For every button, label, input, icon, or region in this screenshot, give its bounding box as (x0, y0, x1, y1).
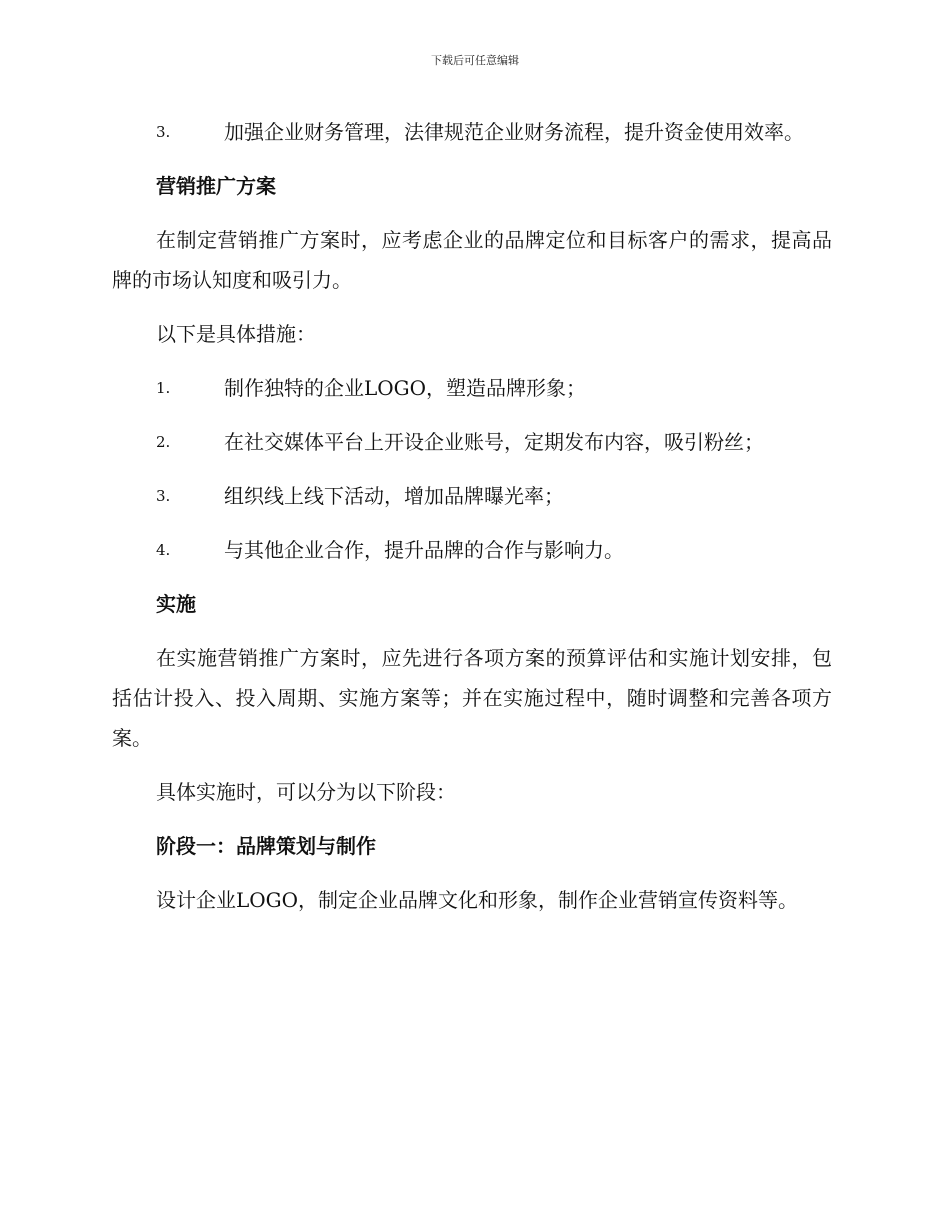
list-item-text: 与其他企业合作，提升品牌的合作与影响力。 (224, 538, 624, 562)
marketing-paragraph-measures: 以下是具体措施： (156, 322, 316, 346)
stage-one-paragraph: 设计企业LOGO，制定企业品牌文化和形象，制作企业营销宣传资料等。 (156, 888, 799, 912)
document-body (112, 112, 832, 934)
list-item-intro (112, 112, 832, 152)
list-item-number: 2. (156, 433, 171, 451)
list-item-text: 制作独特的企业LOGO，塑造品牌形象； (224, 376, 587, 400)
section-heading-marketing: 营销推广方案 (156, 174, 276, 198)
implementation-paragraph-stages: 具体实施时，可以分为以下阶段： (156, 780, 456, 804)
list-item-text: 组织线上线下活动，增加品牌曝光率； (224, 484, 564, 508)
list-item-number: 4. (156, 541, 171, 559)
list-item-number: 3. (156, 123, 171, 141)
list-item-text: 加强企业财务管理，法律规范企业财务流程，提升资金使用效率。 (224, 120, 804, 144)
marketing-paragraph-intro: 在制定营销推广方案时，应考虑企业的品牌定位和目标客户的需求，提高品牌的市场认知度和吸引力。 (112, 228, 832, 292)
stage-one-heading: 阶段一：品牌策划与制作 (156, 834, 376, 858)
list-item (112, 368, 832, 408)
list-item (112, 476, 832, 516)
list-item-number: 1. (156, 379, 171, 397)
list-item (112, 530, 832, 570)
list-item-number: 3. (156, 487, 171, 505)
list-item (112, 422, 832, 462)
implementation-paragraph-plan: 在实施营销推广方案时，应先进行各项方案的预算评估和实施计划安排，包括估计投入、投入周期、实施方案等；并在实施过程中，随时调整和完善各项方案。 (112, 646, 832, 750)
section-heading-implementation: 实施 (156, 592, 196, 616)
page-header: 下载后可任意编辑 (431, 54, 519, 67)
list-item-text: 在社交媒体平台上开设企业账号，定期发布内容，吸引粉丝； (224, 430, 764, 454)
